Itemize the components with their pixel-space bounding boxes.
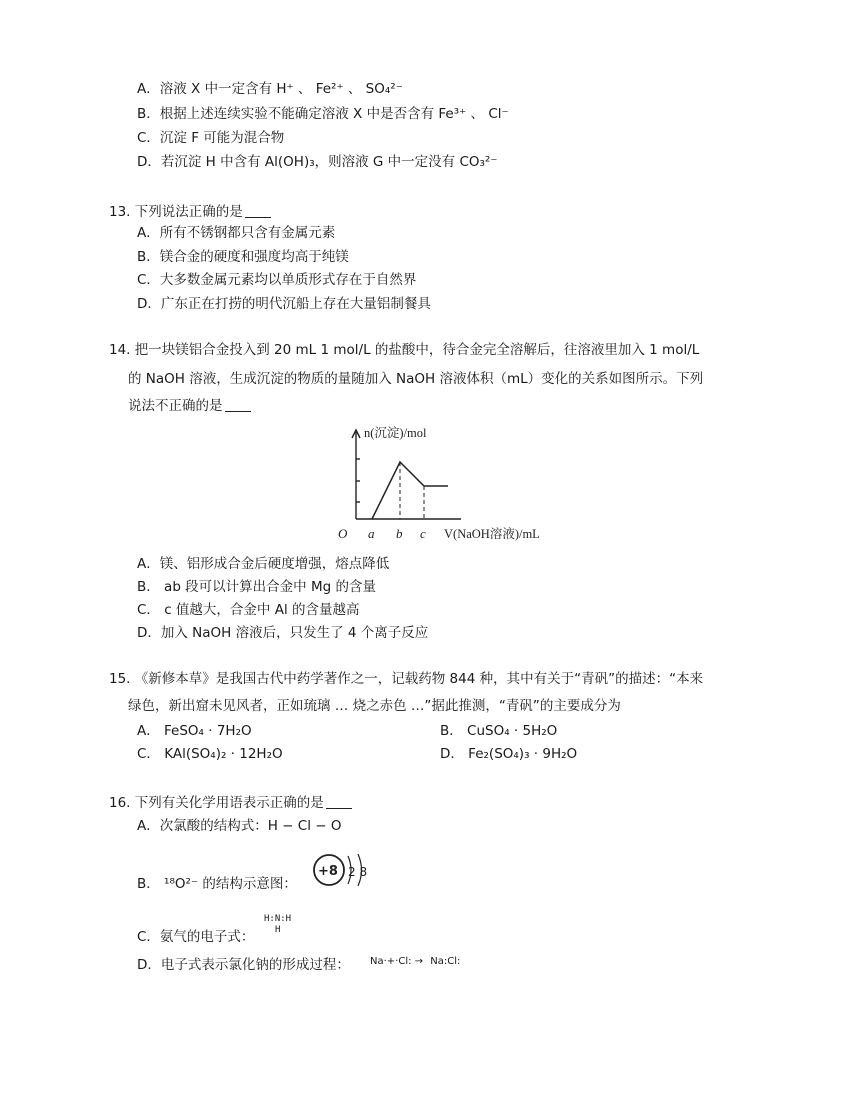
q12-option-c: C．沉淀 F 可能为混合物 xyxy=(137,130,285,146)
tick-b-label: b xyxy=(396,526,403,541)
q13-option-d: D．广东正在打捞的明代沉船上存在大量铝制餐具 xyxy=(137,296,431,312)
tick-a-label: a xyxy=(368,526,375,541)
y-axis-label: n(沉淀)/mol xyxy=(364,426,427,440)
q16-stem: 16. 下列有关化学用语表示正确的是 xyxy=(109,794,352,812)
oxygen-ion-structure-diagram xyxy=(310,850,372,890)
precipitate-curve xyxy=(372,462,448,519)
x-axis-label: V(NaOH溶液)/mL xyxy=(444,527,540,541)
nacl-reactants: Na·+·Cl: xyxy=(370,956,412,967)
q12-option-b: B．根据上述连续实验不能确定溶液 X 中是否含有 Fe³⁺ 、 Cl⁻ xyxy=(137,106,509,122)
precipitate-volume-graph xyxy=(336,424,556,546)
answer-blank xyxy=(245,205,271,218)
q15-stem-line2: 绿色，新出窟未见风者，正如琉璃 … 烧之赤色 …”据此推测，“青矾”的主要成分为 xyxy=(128,698,621,714)
q14-option-c: C． c 值越大，合金中 Al 的含量越高 xyxy=(137,602,360,618)
origin-label: O xyxy=(338,526,348,541)
q13-option-c: C．大多数金属元素均以单质形式存在于自然界 xyxy=(137,272,417,288)
q16-option-c: C．氨气的电子式： xyxy=(137,929,255,945)
reaction-arrow-icon: → xyxy=(414,956,424,967)
q12-option-a: A．溶液 X 中一定含有 H⁺ 、 Fe²⁺ 、 SO₄²⁻ xyxy=(137,81,403,97)
q12-option-d: D．若沉淀 H 中含有 Al(OH)₃，则溶液 G 中一定没有 CO₃²⁻ xyxy=(137,154,498,170)
q15-option-a: A． FeSO₄ · 7H₂O xyxy=(137,723,252,739)
nucleus-charge: +8 xyxy=(318,864,338,879)
q16-option-b: B． ¹⁸O²⁻ 的结构示意图： xyxy=(137,876,297,892)
q14-stem-line3: 说法不正确的是 xyxy=(128,397,251,415)
q13-option-b: B．镁合金的硬度和强度均高于纯镁 xyxy=(137,249,349,265)
q15-option-c: C． KAl(SO₄)₂ · 12H₂O xyxy=(137,746,283,762)
tick-c-label: c xyxy=(420,526,426,541)
nacl-product: Na:Cl: xyxy=(430,956,461,967)
q15-stem-line1: 15. 《新修本草》是我国古代中药学著作之一，记载药物 844 种，其中有关于“青矾”的描述：“本来 xyxy=(109,671,704,687)
ammonia-electron-formula: H:N:H H xyxy=(264,914,292,935)
answer-blank xyxy=(326,796,352,809)
q15-option-d: D． Fe₂(SO₄)₃ · 9H₂O xyxy=(440,746,578,762)
q14-stem-line2: 的 NaOH 溶液，生成沉淀的物质的量随加入 NaOH 溶液体积（mL）变化的关系如图所示。下列 xyxy=(128,371,704,387)
answer-blank xyxy=(225,399,251,412)
electron-shells: 2 8 xyxy=(348,865,368,879)
q14-option-a: A．镁、铝形成合金后硬度增强，熔点降低 xyxy=(137,556,390,572)
q15-option-b: B． CuSO₄ · 5H₂O xyxy=(440,723,558,739)
q14-stem-line1: 14. 把一块镁铝合金投入到 20 mL 1 mol/L 的盐酸中，待合金完全溶解后，往溶液里加入 1 mol/L xyxy=(109,342,700,358)
q16-option-a: A．次氯酸的结构式：H − Cl − O xyxy=(137,818,342,834)
q13-option-a: A．所有不锈钢都只含有金属元素 xyxy=(137,225,336,241)
q14-option-b: B． ab 段可以计算出合金中 Mg 的含量 xyxy=(137,579,376,595)
q13-stem: 13. 下列说法正确的是 xyxy=(109,203,271,221)
nacl-formation-process xyxy=(370,956,460,968)
q14-option-d: D．加入 NaOH 溶液后，只发生了 4 个离子反应 xyxy=(137,625,429,641)
q16-option-d: D．电子式表示氯化钠的形成过程： xyxy=(137,957,350,973)
